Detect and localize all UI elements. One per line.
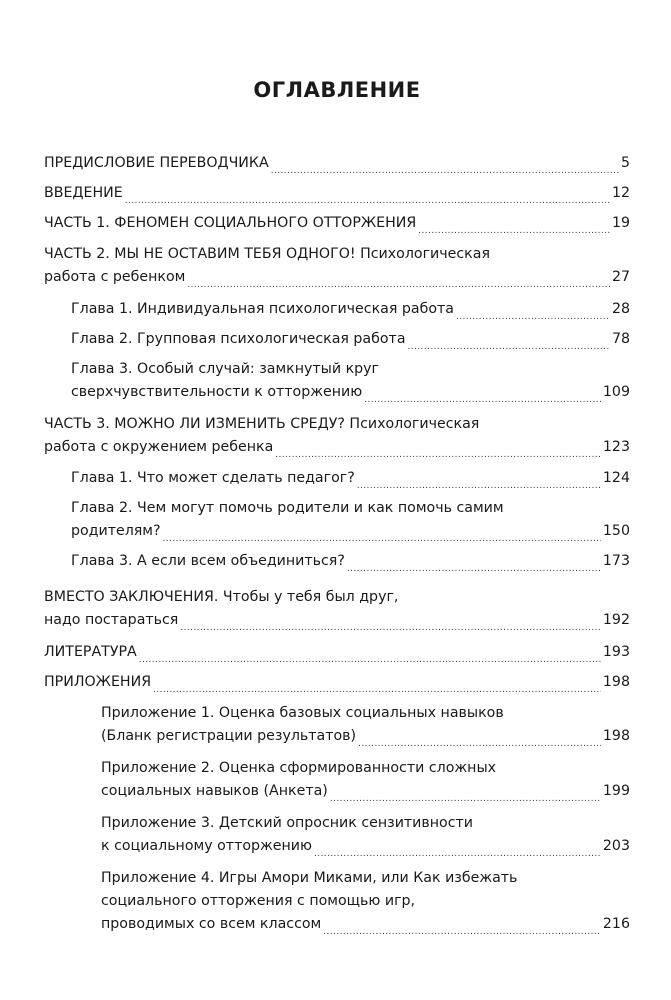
toc-entry [71, 467, 630, 490]
leader-dots [364, 390, 601, 404]
toc-entry-text: социальных навыков (Анкета) [101, 782, 328, 799]
toc-entry [101, 702, 630, 748]
page-number: 109 [602, 384, 630, 401]
leader-dots [139, 650, 601, 664]
toc-entry-text: Глава 3. Особый случай: замкнутый круг [71, 361, 380, 378]
page-number: 19 [611, 215, 630, 232]
toc-entry-last-line [101, 913, 630, 936]
toc-entry [71, 358, 630, 404]
toc-entry-last-line [44, 609, 630, 632]
toc-entry-text: сверхчувствительности к отторжению [71, 384, 363, 401]
toc-entry-last-line [71, 381, 630, 404]
toc-entry-text: работа с ребенком [44, 268, 186, 285]
toc-entry-last-line [71, 520, 630, 543]
toc-entry-text: Глава 1. Что может сделать педагог? [71, 469, 355, 486]
leader-dots [456, 307, 610, 321]
page-number: 199 [602, 782, 630, 799]
page-number: 78 [611, 330, 630, 347]
toc-entry-last-line [44, 266, 630, 289]
leader-dots [314, 844, 601, 858]
page-number: 203 [602, 838, 630, 854]
toc-entry-text: ВВЕДЕНИЕ [44, 185, 123, 202]
toc-entry [44, 671, 630, 694]
toc-list [44, 152, 630, 936]
toc-entry [44, 152, 630, 175]
leader-dots [271, 161, 619, 175]
toc-entry-text: социального отторжения с помощью игр, [101, 893, 416, 910]
toc-entry-last-line [44, 212, 630, 235]
toc-entry-last-line [101, 780, 630, 803]
page-number: 198 [602, 674, 630, 691]
toc-entry-text: Глава 2. Чем могут помочь родители и как помочь самим [71, 499, 504, 516]
toc-entry-text: ЧАСТЬ 2. МЫ НЕ ОСТАВИМ ТЕБЯ ОДНОГО! Психологическая [44, 245, 490, 262]
toc-entry-last-line [101, 835, 630, 858]
toc-entry [71, 497, 630, 543]
toc-entry-text: работа с окружением ребенка [44, 439, 274, 456]
toc-entry-text: Глава 3. А если всем объединиться? [71, 552, 345, 569]
toc-entry-last-line [44, 671, 630, 694]
toc-entry-text: Приложение 4. Игры Амори Миками, или Как избежать [101, 870, 518, 887]
toc-entry-text: к социальному отторжению [101, 838, 312, 854]
toc-entry-text: Глава 2. Групповая психологическая работа [71, 330, 406, 347]
page-number: 5 [620, 155, 630, 171]
toc-entry [44, 586, 630, 632]
page-number: 150 [602, 522, 630, 539]
toc-entry-text: (Бланк регистрации результатов) [101, 727, 357, 744]
leader-dots [357, 476, 601, 490]
leader-dots [408, 337, 610, 351]
leader-dots [275, 445, 601, 459]
toc-entry [44, 243, 630, 289]
toc-entry-text: Глава 1. Индивидуальная психологическая работа [71, 300, 454, 317]
toc-entry-text: ВМЕСТО ЗАКЛЮЧЕНИЯ. Чтобы у тебя был друг, [44, 589, 399, 606]
toc-entry-text: родителям? [71, 522, 161, 539]
toc-entry [101, 757, 630, 803]
page-number: 27 [611, 268, 630, 285]
leader-dots [418, 221, 610, 235]
toc-entry-text: ЛИТЕРАТУРА [44, 644, 137, 661]
toc-entry [44, 641, 630, 664]
toc-entry-text: Приложение 1. Оценка базовых социальных навыков [101, 704, 504, 721]
page-title: ОГЛАВЛЕНИЕ [253, 78, 421, 102]
toc-entry-text: ПРИЛОЖЕНИЯ [44, 674, 152, 691]
page-number: 216 [602, 916, 630, 933]
toc-entry-last-line [44, 641, 630, 664]
toc-entry-text: надо постараться [44, 612, 179, 629]
toc-entry-text: ЧАСТЬ 3. МОЖНО ЛИ ИЗМЕНИТЬ СРЕДУ? Психологическая [44, 416, 480, 433]
toc-entry-text: ПРЕДИСЛОВИЕ ПЕРЕВОДЧИКА [44, 155, 269, 171]
leader-dots [347, 559, 601, 573]
leader-dots [323, 922, 601, 936]
toc-entry-last-line [71, 550, 630, 573]
leader-dots [330, 789, 601, 803]
table-of-contents [44, 78, 630, 936]
toc-entry [71, 298, 630, 321]
toc-entry [71, 550, 630, 573]
toc-entry-last-line [101, 725, 630, 748]
page-number: 28 [611, 300, 630, 317]
toc-entry-last-line [44, 436, 630, 459]
leader-dots [358, 734, 601, 748]
toc-entry-last-line [71, 328, 630, 351]
toc-entry-last-line [44, 152, 630, 175]
page-number: 123 [602, 439, 630, 456]
toc-entry-text: Приложение 3. Детский опросник сензитивности [101, 815, 474, 831]
leader-dots [163, 529, 601, 543]
toc-entry-text: Приложение 2. Оценка сформированности сложных [101, 759, 497, 776]
toc-entry-last-line [44, 182, 630, 205]
page-number: 192 [602, 612, 630, 629]
page-number: 124 [602, 469, 630, 486]
toc-entry-text: проводимых со всем классом [101, 916, 322, 933]
leader-dots [187, 275, 610, 289]
toc-entry-last-line [71, 467, 630, 490]
page-number: 173 [602, 552, 630, 569]
page-number: 198 [602, 727, 630, 744]
toc-entry [101, 867, 630, 936]
toc-entry [71, 328, 630, 351]
toc-entry [44, 413, 630, 459]
toc-entry [44, 212, 630, 235]
leader-dots [125, 191, 610, 205]
leader-dots [153, 680, 601, 694]
toc-entry-text: ЧАСТЬ 1. ФЕНОМЕН СОЦИАЛЬНОГО ОТТОРЖЕНИЯ [44, 215, 417, 232]
toc-entry [101, 812, 630, 858]
page-number: 12 [611, 185, 630, 202]
toc-entry [44, 182, 630, 205]
toc-entry-last-line [71, 298, 630, 321]
page-number: 193 [602, 644, 630, 661]
leader-dots [180, 618, 601, 632]
